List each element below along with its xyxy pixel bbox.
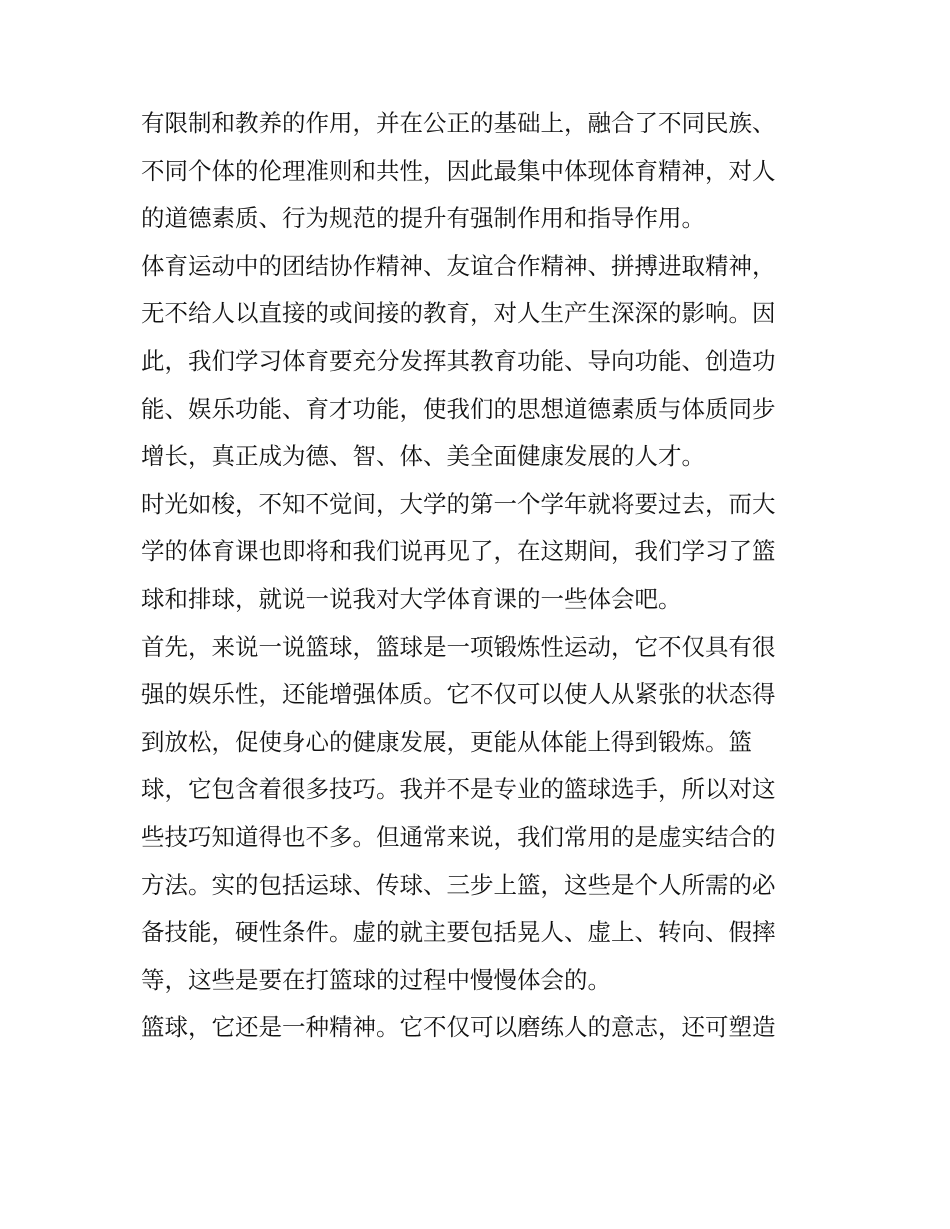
text-line: 球和排球，就说一说我对大学体育课的一些体会吧。 bbox=[141, 584, 682, 613]
text-line: 无不给人以直接的或间接的教育，对人生产生深深的影响。因 bbox=[141, 299, 776, 328]
text-line: 首先，来说一说篮球，篮球是一项锻炼性运动，它不仅具有很 bbox=[141, 632, 776, 661]
body-text bbox=[141, 100, 821, 1052]
text-line: 球，它包含着很多技巧。我并不是专业的篮球选手，所以对这 bbox=[141, 775, 776, 804]
text-line: 些技巧知道得也不多。但通常来说，我们常用的是虚实结合的 bbox=[141, 822, 776, 851]
text-line: 此，我们学习体育要充分发挥其教育功能、导向功能、创造功 bbox=[141, 346, 776, 375]
text-line: 备技能，硬性条件。虚的就主要包括晃人、虚上、转向、假摔 bbox=[141, 918, 776, 947]
text-line: 不同个体的伦理准则和共性，因此最集中体现体育精神，对人 bbox=[141, 156, 776, 185]
text-line: 学的体育课也即将和我们说再见了，在这期间，我们学习了篮 bbox=[141, 537, 776, 566]
text-line: 强的娱乐性，还能增强体质。它不仅可以使人从紧张的状态得 bbox=[141, 680, 776, 709]
text-line: 篮球，它还是一种精神。它不仅可以磨练人的意志，还可塑造 bbox=[141, 1013, 776, 1042]
text-line: 体育运动中的团结协作精神、友谊合作精神、拼搏进取精神， bbox=[141, 251, 776, 280]
text-line: 到放松，促使身心的健康发展，更能从体能上得到锻炼。篮 bbox=[141, 727, 752, 756]
text-line: 等，这些是要在打篮球的过程中慢慢体会的。 bbox=[141, 965, 611, 994]
text-line: 增长，真正成为德、智、体、美全面健康发展的人才。 bbox=[141, 442, 705, 471]
text-line: 能、娱乐功能、育才功能，使我们的思想道德素质与体质同步 bbox=[141, 394, 776, 423]
text-line: 有限制和教养的作用，并在公正的基础上，融合了不同民族、 bbox=[141, 109, 776, 137]
text-line: 方法。实的包括运球、传球、三步上篮，这些是个人所需的必 bbox=[141, 870, 776, 899]
text-line: 的道德素质、行为规范的提升有强制作用和指导作用。 bbox=[141, 204, 705, 233]
text-line: 时光如梭，不知不觉间，大学的第一个学年就将要过去，而大 bbox=[141, 489, 776, 518]
